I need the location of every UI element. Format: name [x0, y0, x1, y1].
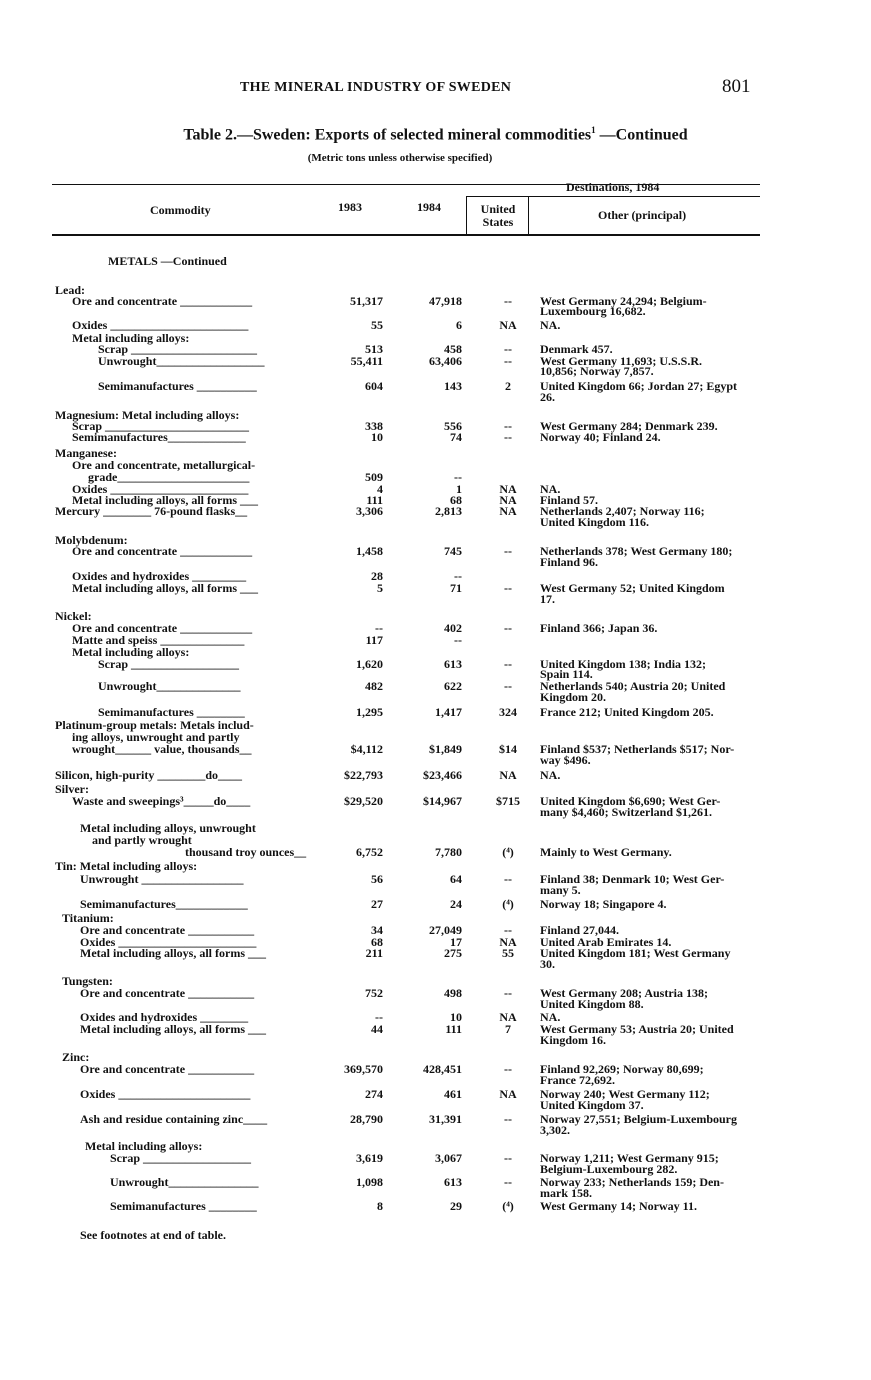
- commodity-cell: Mercury ________ 76-pound flasks__: [55, 504, 248, 518]
- table-row: [0, 593, 871, 606]
- table-row: [0, 431, 871, 444]
- other-destinations-cell: Spain 114.: [540, 667, 593, 681]
- commodity-cell: thousand troy ounces__: [185, 845, 307, 859]
- commodity-cell: Oxides ______________________: [80, 1087, 251, 1101]
- value-1983-cell: 44: [371, 1022, 383, 1036]
- other-destinations-cell: Luxembourg 16,682.: [540, 304, 646, 318]
- united-states-cell: --: [504, 419, 512, 433]
- commodity-cell: Semimanufactures ________: [110, 1199, 257, 1213]
- other-destinations-cell: West Germany 11,693; U.S.S.R.: [540, 354, 702, 368]
- commodity-cell: ing alloys, unwrought and partly: [72, 730, 240, 744]
- value-1983-cell: 338: [365, 419, 383, 433]
- commodity-cell: Nickel:: [55, 609, 92, 623]
- commodity-cell: Unwrought_______________: [110, 1175, 259, 1189]
- value-1983-cell: 369,570: [344, 1062, 383, 1076]
- value-1984-cell: 111: [445, 1022, 462, 1036]
- table-row: [0, 806, 871, 819]
- united-states-cell: --: [504, 294, 512, 308]
- value-1984-cell: 47,918: [429, 294, 462, 308]
- united-states-cell: NA: [499, 493, 517, 507]
- other-destinations-cell: Norway 27,551; Belgium-Luxembourg: [540, 1112, 737, 1126]
- value-1983-cell: $22,793: [344, 768, 383, 782]
- united-states-cell: NA: [499, 1087, 517, 1101]
- other-destinations-cell: mark 158.: [540, 1186, 592, 1200]
- commodity-cell: Oxides and hydroxides _________: [72, 569, 247, 583]
- value-1984-cell: 613: [444, 1175, 462, 1189]
- commodity-cell: Molybdenum:: [55, 533, 128, 547]
- value-1984-cell: 461: [444, 1087, 462, 1101]
- value-1984-cell: $14,967: [423, 794, 462, 808]
- commodity-cell: Ore and concentrate ___________: [80, 986, 255, 1000]
- value-1984-cell: 71: [450, 581, 462, 595]
- commodity-cell: wrought______ value, thousands__: [72, 742, 252, 756]
- value-1984-cell: $23,466: [423, 768, 462, 782]
- commodity-cell: Ore and concentrate ____________: [72, 544, 253, 558]
- united-states-cell: NA: [499, 768, 517, 782]
- value-1984-cell: 745: [444, 544, 462, 558]
- value-1984-cell: 74: [450, 430, 462, 444]
- commodity-cell: Zinc:: [62, 1050, 90, 1064]
- table-row: [0, 754, 871, 767]
- commodity-cell: Scrap ________________________: [72, 419, 249, 433]
- value-1983-cell: 1,295: [356, 705, 383, 719]
- commodity-cell: Ore and concentrate ____________: [72, 294, 253, 308]
- value-1984-cell: 64: [450, 872, 462, 886]
- value-1984-cell: 1: [456, 482, 462, 496]
- value-1984-cell: --: [454, 633, 462, 647]
- value-1984-cell: $1,849: [429, 742, 462, 756]
- other-destinations-cell: Finland $537; Netherlands $517; Nor-: [540, 742, 735, 756]
- other-destinations-cell: United Kingdom 181; West Germany: [540, 946, 731, 960]
- other-destinations-cell: West Germany 208; Austria 138;: [540, 986, 708, 1000]
- value-1984-cell: 7,780: [435, 845, 462, 859]
- value-1983-cell: --: [375, 1010, 383, 1024]
- value-1984-cell: 27,049: [429, 923, 462, 937]
- table-subtitle: (Metric tons unless otherwise specified): [307, 152, 493, 164]
- value-1983-cell: $4,112: [350, 742, 383, 756]
- united-states-cell: NA: [499, 935, 517, 949]
- commodity-cell: Silver:: [55, 782, 89, 796]
- header-1983: 1983: [338, 200, 362, 214]
- value-1983-cell: 68: [371, 935, 383, 949]
- united-states-cell: --: [504, 657, 512, 671]
- value-1984-cell: 6: [456, 318, 462, 332]
- united-states-cell: --: [504, 986, 512, 1000]
- value-1984-cell: --: [454, 470, 462, 484]
- table-row: [0, 1034, 871, 1047]
- united-states-cell: $715: [496, 794, 520, 808]
- commodity-cell: METALS —Continued: [108, 254, 227, 268]
- other-destinations-cell: Mainly to West Germany.: [540, 845, 672, 859]
- commodity-cell: Metal including alloys, all forms ___: [72, 493, 258, 507]
- value-1984-cell: 63,406: [429, 354, 462, 368]
- header-commodity: Commodity: [150, 203, 211, 217]
- commodity-cell: Metal including alloys, unwrought: [80, 821, 256, 835]
- other-destinations-cell: United Kingdom 88.: [540, 997, 644, 1011]
- other-destinations-cell: Kingdom 16.: [540, 1033, 607, 1047]
- value-1984-cell: --: [454, 569, 462, 583]
- header-other: Other (principal): [598, 208, 687, 222]
- other-destinations-cell: NA.: [540, 482, 561, 496]
- commodity-cell: Ore and concentrate ____________: [72, 621, 253, 635]
- united-states-cell: (⁴): [502, 845, 514, 859]
- other-destinations-cell: Netherlands 2,407; Norway 116;: [540, 504, 705, 518]
- value-1983-cell: 51,317: [350, 294, 383, 308]
- header-destinations: Destinations, 1984: [566, 180, 660, 194]
- other-destinations-cell: Denmark 457.: [540, 342, 613, 356]
- commodity-cell: Manganese:: [55, 446, 117, 460]
- value-1984-cell: 275: [444, 946, 462, 960]
- other-destinations-cell: Finland 57.: [540, 493, 599, 507]
- commodity-cell: Titanium:: [62, 911, 114, 925]
- value-1983-cell: 28,790: [350, 1112, 383, 1126]
- value-1983-cell: 1,620: [356, 657, 383, 671]
- united-states-cell: NA: [499, 504, 517, 518]
- commodity-cell: Unwrought______________: [98, 679, 241, 693]
- commodity-cell: Tungsten:: [62, 974, 113, 988]
- running-header: THE MINERAL INDUSTRY OF SWEDEN: [240, 80, 512, 95]
- commodity-cell: Ore and concentrate, metallurgical-: [72, 458, 256, 472]
- footnote-reference: See footnotes at end of table.: [80, 1228, 226, 1242]
- table-title-footnote: 1: [591, 125, 596, 135]
- commodity-cell: Tin: Metal including alloys:: [55, 859, 198, 873]
- table-row: [0, 898, 871, 911]
- united-states-cell: --: [504, 872, 512, 886]
- value-1983-cell: 27: [371, 897, 383, 911]
- table-row: [0, 769, 871, 782]
- commodity-cell: Lead:: [55, 283, 85, 297]
- header-1984: 1984: [417, 200, 441, 214]
- united-states-cell: 7: [505, 1022, 511, 1036]
- value-1984-cell: 402: [444, 621, 462, 635]
- other-destinations-cell: Finland 27,044.: [540, 923, 620, 937]
- other-destinations-cell: United Kingdom 138; India 132;: [540, 657, 707, 671]
- commodity-cell: Scrap _____________________: [98, 342, 257, 356]
- value-1984-cell: 458: [444, 342, 462, 356]
- value-1983-cell: 513: [365, 342, 383, 356]
- united-states-cell: 55: [502, 946, 514, 960]
- united-states-cell: $14: [499, 742, 517, 756]
- table-title-text: Table 2.—Sweden: Exports of selected mineral commodities: [183, 126, 592, 144]
- header-united-states: [474, 203, 522, 229]
- value-1983-cell: 3,306: [356, 504, 383, 518]
- commodity-cell: Metal including alloys, all forms ___: [80, 946, 266, 960]
- table-row: [0, 556, 871, 569]
- other-destinations-cell: United Arab Emirates 14.: [540, 935, 672, 949]
- commodity-cell: Matte and speiss ______________: [72, 633, 245, 647]
- commodity-cell: Unwrought _________________: [80, 872, 244, 886]
- other-destinations-cell: Netherlands 378; West Germany 180;: [540, 544, 733, 558]
- table-row: [0, 1099, 871, 1112]
- commodity-cell: Metal including alloys:: [72, 331, 190, 345]
- other-destinations-cell: Finland 366; Japan 36.: [540, 621, 658, 635]
- commodity-cell: Ore and concentrate ___________: [80, 923, 255, 937]
- commodity-cell: Platinum-group metals: Metals includ-: [55, 718, 254, 732]
- value-1984-cell: 428,451: [423, 1062, 462, 1076]
- other-destinations-cell: NA.: [540, 318, 561, 332]
- united-states-cell: --: [504, 581, 512, 595]
- value-1984-cell: 498: [444, 986, 462, 1000]
- other-destinations-cell: Finland 38; Denmark 10; West Ger-: [540, 872, 725, 886]
- commodity-cell: Silicon, high-purity ________do____: [55, 768, 243, 782]
- table-row: [0, 958, 871, 971]
- value-1984-cell: 31,391: [429, 1112, 462, 1126]
- commodity-cell: Magnesium: Metal including alloys:: [55, 408, 240, 422]
- value-1983-cell: 3,619: [356, 1151, 383, 1165]
- value-1983-cell: 211: [365, 946, 383, 960]
- value-1983-cell: 4: [377, 482, 383, 496]
- value-1984-cell: 613: [444, 657, 462, 671]
- other-destinations-cell: United Kingdom 66; Jordan 27; Egypt: [540, 379, 738, 393]
- value-1983-cell: 55,411: [350, 354, 383, 368]
- table-row: [0, 691, 871, 704]
- united-states-cell: --: [504, 1062, 512, 1076]
- united-states-cell: --: [504, 354, 512, 368]
- other-destinations-cell: United Kingdom 37.: [540, 1098, 644, 1112]
- other-destinations-cell: Norway 240; West Germany 112;: [540, 1087, 710, 1101]
- other-destinations-cell: Finland 92,269; Norway 80,699;: [540, 1062, 704, 1076]
- table-row: [0, 391, 871, 404]
- table-row: [0, 846, 871, 859]
- page-number: 801: [722, 76, 751, 97]
- table-row: [0, 884, 871, 897]
- table-row: [0, 255, 871, 268]
- value-1983-cell: 28: [371, 569, 383, 583]
- united-states-cell: --: [504, 923, 512, 937]
- table-row: [0, 516, 871, 529]
- united-states-cell: NA: [499, 482, 517, 496]
- table-row: [0, 305, 871, 318]
- table-row: [0, 1200, 871, 1213]
- value-1984-cell: 3,067: [435, 1151, 462, 1165]
- value-1984-cell: 1,417: [435, 705, 462, 719]
- commodity-cell: Semimanufactures __________: [98, 379, 257, 393]
- other-destinations-cell: Finland 96.: [540, 555, 599, 569]
- value-1983-cell: 34: [371, 923, 383, 937]
- other-destinations-cell: France 72,692.: [540, 1073, 615, 1087]
- united-states-cell: --: [504, 1112, 512, 1126]
- other-destinations-cell: Norway 233; Netherlands 159; Den-: [540, 1175, 724, 1189]
- other-destinations-cell: United Kingdom $6,690; West Ger-: [540, 794, 721, 808]
- commodity-cell: Metal including alloys:: [85, 1139, 203, 1153]
- united-states-cell: (⁴): [502, 897, 514, 911]
- value-1983-cell: 8: [377, 1199, 383, 1213]
- value-1983-cell: 117: [365, 633, 383, 647]
- table-row: [0, 1074, 871, 1087]
- other-column-divider: [528, 196, 529, 234]
- commodity-cell: Semimanufactures_____________: [72, 430, 246, 444]
- other-destinations-cell: Belgium-Luxembourg 282.: [540, 1162, 678, 1176]
- other-destinations-cell: NA.: [540, 1010, 561, 1024]
- table-row: [0, 1124, 871, 1137]
- value-1983-cell: 111: [366, 493, 383, 507]
- value-1983-cell: 752: [365, 986, 383, 1000]
- commodity-cell: Oxides _______________________: [72, 318, 249, 332]
- commodity-cell: Metal including alloys, all forms ___: [72, 581, 258, 595]
- other-destinations-cell: 30.: [540, 957, 555, 971]
- other-destinations-cell: United Kingdom 116.: [540, 515, 650, 529]
- commodity-cell: Oxides _______________________: [80, 935, 257, 949]
- value-1983-cell: 482: [365, 679, 383, 693]
- commodity-cell: Oxides _______________________: [72, 482, 249, 496]
- united-states-cell: --: [504, 430, 512, 444]
- other-destinations-cell: Netherlands 540; Austria 20; United: [540, 679, 726, 693]
- other-destinations-cell: 26.: [540, 390, 555, 404]
- commodity-cell: Metal including alloys, all forms ___: [80, 1022, 266, 1036]
- value-1984-cell: 17: [450, 935, 462, 949]
- value-1983-cell: --: [375, 621, 383, 635]
- commodity-cell: Unwrought__________________: [98, 354, 265, 368]
- value-1984-cell: 2,813: [435, 504, 462, 518]
- commodity-cell: Scrap __________________: [110, 1151, 251, 1165]
- commodity-cell: grade______________________: [88, 470, 250, 484]
- value-1983-cell: 274: [365, 1087, 383, 1101]
- destinations-rule: [466, 196, 760, 197]
- value-1983-cell: 56: [371, 872, 383, 886]
- commodity-cell: Ore and concentrate ___________: [80, 1062, 255, 1076]
- value-1983-cell: $29,520: [344, 794, 383, 808]
- value-1984-cell: 24: [450, 897, 462, 911]
- commodity-cell: Scrap __________________: [98, 657, 239, 671]
- value-1983-cell: 604: [365, 379, 383, 393]
- header-bottom-rule: [52, 234, 760, 236]
- header-us-line2: States: [482, 215, 514, 229]
- us-column-divider: [466, 196, 467, 234]
- other-destinations-cell: West Germany 24,294; Belgium-: [540, 294, 707, 308]
- united-states-cell: --: [504, 679, 512, 693]
- united-states-cell: --: [504, 621, 512, 635]
- value-1984-cell: 143: [444, 379, 462, 393]
- other-destinations-cell: Norway 1,211; West Germany 915;: [540, 1151, 719, 1165]
- united-states-cell: NA: [499, 318, 517, 332]
- other-destinations-cell: West Germany 53; Austria 20; United: [540, 1022, 734, 1036]
- united-states-cell: --: [504, 1175, 512, 1189]
- value-1983-cell: 5: [377, 581, 383, 595]
- other-destinations-cell: 3,302.: [540, 1123, 570, 1137]
- commodity-cell: Semimanufactures____________: [80, 897, 248, 911]
- other-destinations-cell: Norway 18; Singapore 4.: [540, 897, 667, 911]
- commodity-cell: and partly wrought: [92, 833, 192, 847]
- other-destinations-cell: France 212; United Kingdom 205.: [540, 705, 714, 719]
- value-1984-cell: 68: [450, 493, 462, 507]
- commodity-cell: Waste and sweepings³_____do____: [72, 794, 251, 808]
- value-1983-cell: 509: [365, 470, 383, 484]
- value-1983-cell: 1,098: [356, 1175, 383, 1189]
- value-1984-cell: 10: [450, 1010, 462, 1024]
- united-states-cell: (⁴): [502, 1199, 514, 1213]
- table-title-suffix: —Continued: [595, 126, 688, 144]
- table-title: [0, 125, 871, 144]
- other-destinations-cell: NA.: [540, 768, 561, 782]
- other-destinations-cell: West Germany 284; Denmark 239.: [540, 419, 718, 433]
- other-destinations-cell: many 5.: [540, 883, 581, 897]
- value-1983-cell: 55: [371, 318, 383, 332]
- united-states-cell: 2: [505, 379, 511, 393]
- value-1983-cell: 1,458: [356, 544, 383, 558]
- commodity-cell: Semimanufactures ________: [98, 705, 245, 719]
- united-states-cell: NA: [499, 1010, 517, 1024]
- other-destinations-cell: many $4,460; Switzerland $1,261.: [540, 805, 712, 819]
- commodity-cell: Ash and residue containing zinc____: [80, 1112, 268, 1126]
- value-1984-cell: 29: [450, 1199, 462, 1213]
- other-destinations-cell: Kingdom 20.: [540, 690, 607, 704]
- united-states-cell: --: [504, 544, 512, 558]
- other-destinations-cell: 10,856; Norway 7,857.: [540, 364, 654, 378]
- value-1983-cell: 6,752: [356, 845, 383, 859]
- commodity-cell: Metal including alloys:: [72, 645, 190, 659]
- united-states-cell: --: [504, 342, 512, 356]
- commodity-cell: Oxides and hydroxides ________: [80, 1010, 249, 1024]
- value-1984-cell: 556: [444, 419, 462, 433]
- other-destinations-cell: West Germany 14; Norway 11.: [540, 1199, 697, 1213]
- other-destinations-cell: way $496.: [540, 753, 591, 767]
- united-states-cell: --: [504, 1151, 512, 1165]
- united-states-cell: 324: [499, 705, 517, 719]
- value-1983-cell: 10: [371, 430, 383, 444]
- header-us-line1: United: [480, 202, 516, 216]
- table-row: [0, 365, 871, 378]
- other-destinations-cell: 17.: [540, 592, 555, 606]
- value-1984-cell: 622: [444, 679, 462, 693]
- other-destinations-cell: West Germany 52; United Kingdom: [540, 581, 725, 595]
- other-destinations-cell: Norway 40; Finland 24.: [540, 430, 661, 444]
